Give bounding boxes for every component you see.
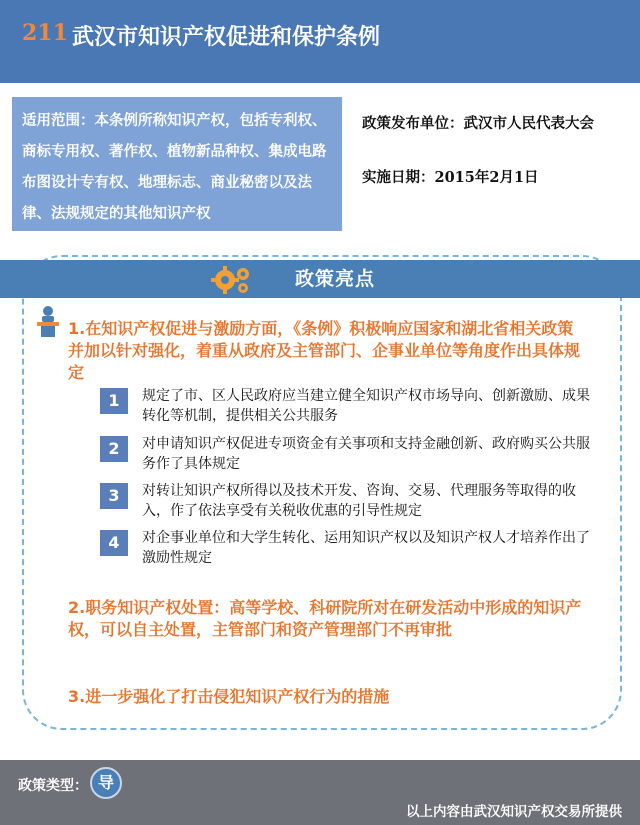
highlight-point-3: 3.进一步强化了打击侵犯知识产权行为的措施 bbox=[68, 687, 390, 706]
highlights-banner bbox=[0, 260, 640, 298]
provided-by-text: 以上内容由武汉知识产权交易所提供 bbox=[406, 804, 622, 820]
subpoint-number: 4 bbox=[100, 530, 128, 556]
subpoint-number: 3 bbox=[100, 483, 128, 509]
speaker-podium-icon bbox=[34, 305, 62, 337]
publisher-text: 政策发布单位：武汉市人民代表大会 bbox=[362, 115, 594, 132]
policy-number: 211 bbox=[22, 20, 68, 46]
policy-type-badge: 导 bbox=[90, 767, 122, 799]
highlights-title: 政策亮点 bbox=[294, 268, 375, 290]
subpoint-text: 对转让知识产权所得以及技术开发、咨询、交易、代理服务等取得的收入，作了依法享受有关税收优惠的引导性规定 bbox=[142, 483, 576, 519]
header-bar bbox=[0, 0, 640, 83]
scope-text: 适用范围：本条例所称知识产权，包括专利权、商标专用权、著作权、植物新品种权、集成电路布图设计专有权、地理标志、商业秘密以及法律、法规规定的其他知识产权 bbox=[22, 112, 327, 222]
subpoint-number: 2 bbox=[100, 436, 128, 462]
subpoint-number: 1 bbox=[100, 388, 128, 414]
page-title: 武汉市知识产权促进和保护条例 bbox=[72, 24, 381, 50]
subpoint-text: 对企事业单位和大学生转化、运用知识产权以及知识产权人才培养作出了激励性规定 bbox=[142, 530, 590, 566]
effective-date-text: 实施日期：2015年2月1日 bbox=[362, 169, 539, 186]
policy-type-label: 政策类型： bbox=[18, 778, 88, 794]
subpoint-text: 对申请知识产权促进专项资金有关事项和支持金融创新、政府购买公共服务作了具体规定 bbox=[142, 436, 590, 472]
subpoint-text: 规定了市、区人民政府应当建立健全知识产权市场导向、创新激励、成果转化等机制，提供相关公共服务 bbox=[142, 388, 590, 424]
highlight-point-2: 2.职务知识产权处置：高等学校、科研院所对在研发活动中形成的知识产权，可以自主处置，主管部门和资产管理部门不再审批 bbox=[68, 598, 582, 639]
scope-box bbox=[12, 97, 342, 231]
highlight-point-1: 1.在知识产权促进与激励方面，《条例》积极响应国家和湖北省相关政策并加以针对强化，着重从政府及主管部门、企事业单位等角度作出具体规定 bbox=[68, 319, 581, 382]
